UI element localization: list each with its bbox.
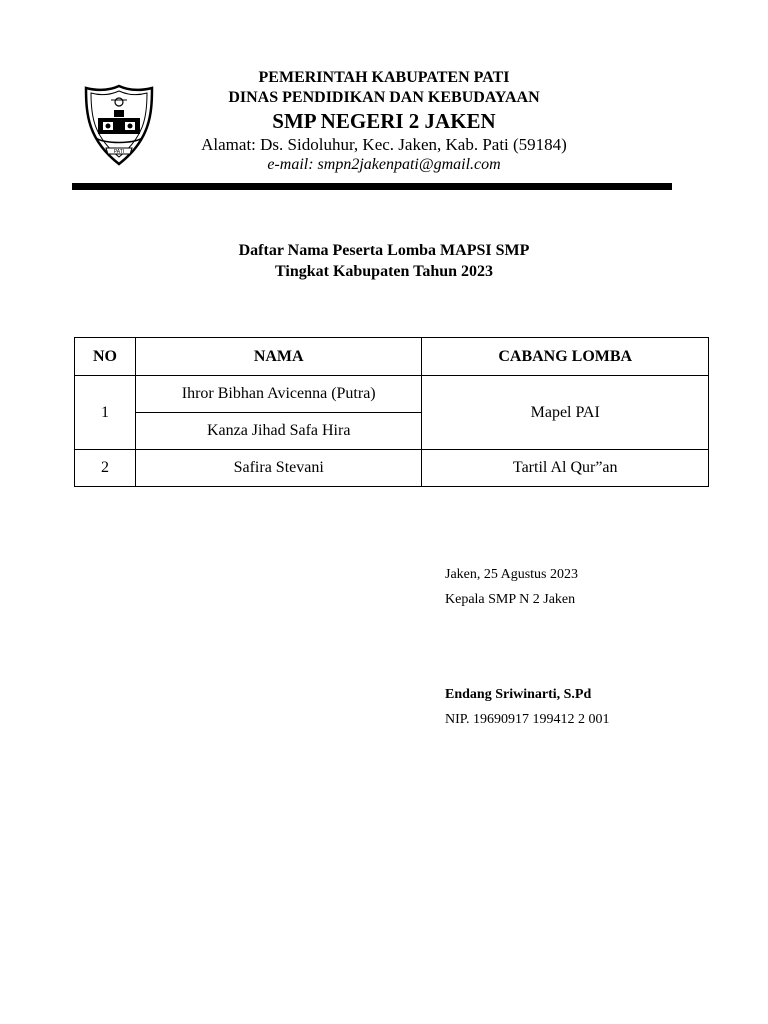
signer-name: Endang Sriwinarti, S.Pd — [445, 687, 592, 702]
cell-no: 1 — [75, 376, 136, 450]
participants-table — [74, 337, 709, 487]
signer-nip: NIP. 19690917 199412 2 001 — [445, 712, 610, 727]
government-name: PEMERINTAH KABUPATEN PATI — [258, 69, 510, 86]
title-line-2: Tingkat Kabupaten Tahun 2023 — [274, 263, 494, 280]
place-date: Jaken, 25 Agustus 2023 — [445, 567, 578, 582]
table-row — [75, 376, 709, 413]
signature-block — [445, 565, 705, 727]
school-email: e-mail: smpn2jakenpati@gmail.com — [267, 156, 501, 173]
table-header-row — [75, 338, 709, 376]
department-name: DINAS PENDIDIKAN DAN KEBUDAYAAN — [228, 89, 540, 106]
letterhead-divider — [72, 183, 672, 190]
document-title — [84, 240, 684, 282]
table-row — [75, 450, 709, 487]
cell-cabang: Tartil Al Qur”an — [422, 450, 709, 487]
cell-no: 2 — [75, 450, 136, 487]
logo-text: PATI — [113, 149, 125, 155]
kabupaten-pati-logo — [84, 84, 154, 166]
header-cabang: CABANG LOMBA — [422, 338, 709, 376]
signer-position: Kepala SMP N 2 Jaken — [445, 592, 576, 607]
cell-nama: Ihror Bibhan Avicenna (Putra) — [135, 376, 422, 413]
title-line-1: Daftar Nama Peserta Lomba MAPSI SMP — [238, 242, 530, 259]
cell-nama: Kanza Jihad Safa Hira — [135, 413, 422, 450]
header-no: NO — [75, 338, 136, 376]
cell-nama: Safira Stevani — [135, 450, 422, 487]
school-address: Alamat: Ds. Sidoluhur, Kec. Jaken, Kab. Pati (59184) — [201, 135, 567, 154]
letterhead — [160, 68, 608, 175]
school-name: SMP NEGERI 2 JAKEN — [272, 109, 496, 133]
header-nama: NAMA — [135, 338, 422, 376]
cell-cabang: Mapel PAI — [422, 376, 709, 450]
